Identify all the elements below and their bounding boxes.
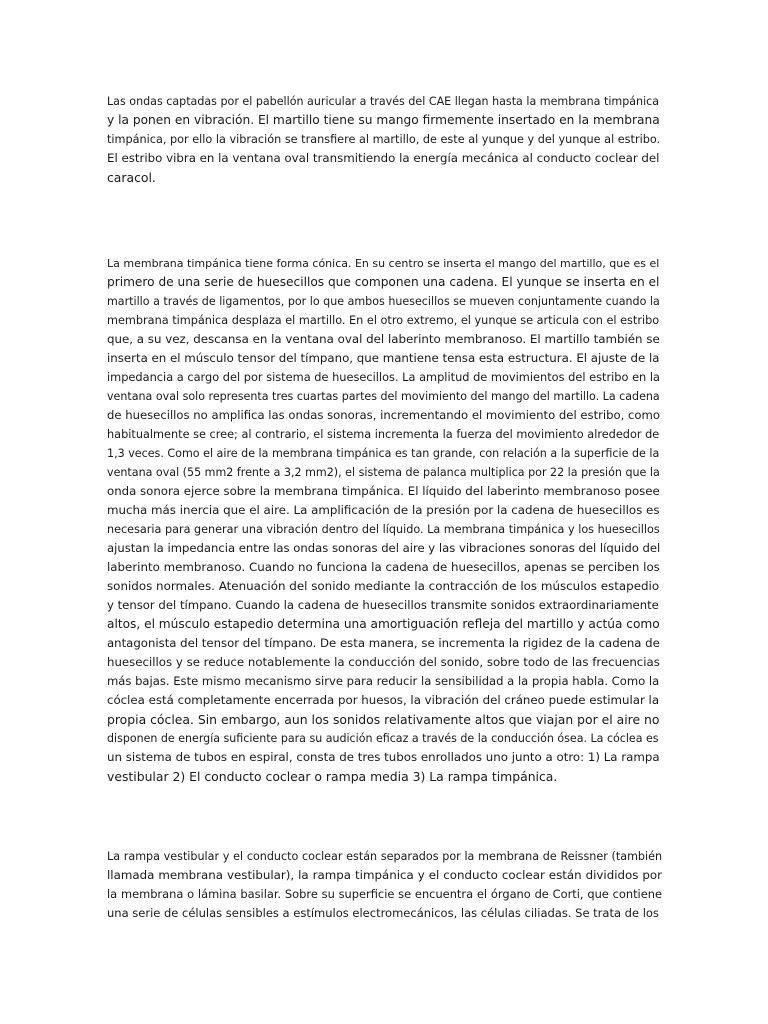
- text-line: laberinto membranoso. Cuando no funciona la cadena de huesecillos, apenas se perciben los: [107, 560, 660, 574]
- text-line: que, a su vez, descansa en la ventana oval del laberinto membranoso. El martillo también se: [107, 332, 660, 346]
- text-line: la membrana o lámina basilar. Sobre su superficie se encuentra el órgano de Corti, que contiene: [107, 887, 662, 901]
- text-line: martillo a través de ligamentos, por lo que ambos huesecillos se mueven conjuntamente cuando la: [107, 295, 660, 308]
- paragraph-ear-transmission: [107, 92, 662, 187]
- text-line: habitualmente se cree; al contrario, el sistema incrementa la fuerza del movimiento alrededor de: [107, 428, 660, 441]
- text-line: ventana oval solo representa tres cuartas partes del movimiento del mango del martillo. La cadena: [107, 390, 660, 403]
- text-line: ajustan la impedancia entre las ondas sonoras del aire y las vibraciones sonoras del líquido del: [107, 541, 661, 555]
- text-line: 1,3 veces. Como el aire de la membrana timpánica es tan grande, con relación a la superficie de la: [107, 447, 660, 460]
- text-line: necesaria para generar una vibración dentro del líquido. La membrana timpánica y los huesecillos: [107, 523, 660, 536]
- text-line: timpánica, por ello la vibración se transfiere al martillo, de este al yunque y del yunque al estribo.: [107, 133, 661, 146]
- text-line: y tensor del tímpano. Cuando la cadena de huesecillos transmite sonidos extraordinariamente: [107, 598, 659, 612]
- text-line: membrana timpánica desplaza el martillo. En el otro extremo, el yunque se articula con el estribo: [107, 314, 660, 327]
- text-line: huesecillos y se reduce notablemente la conducción del sonido, sobre todo de las frecuencias: [107, 655, 660, 669]
- text-line: disponen de energía suficiente para su audición eficaz a través de la conducción ósea. La cóclea es: [107, 732, 659, 745]
- text-line: propia cóclea. Sin embargo, aun los sonidos relativamente altos que viajan por el aire no: [107, 712, 660, 727]
- text-line: sonidos normales. Atenuación del sonido mediante la contracción de los músculos estapedio: [107, 579, 660, 593]
- text-line: impedancia a cargo del por sistema de huesecillos. La amplitud de movimientos del estribo en la: [107, 370, 660, 384]
- text-line: La rampa vestibular y el conducto coclear están separados por la membrana de Reissner (también: [107, 850, 662, 863]
- text-line: más bajas. Este mismo mecanismo sirve para reducir la sensibilidad a la propia habla. Como la: [107, 674, 660, 688]
- text-line: antagonista del tensor del tímpano. De esta manera, se incrementa la rigidez de la cadena de: [107, 636, 660, 650]
- text-line: El estribo vibra en la ventana oval transmitiendo la energía mecánica al conducto coclear del: [107, 151, 660, 165]
- text-line: altos, el músculo estapedio determina una amortiguación refleja del martillo y actúa como: [107, 617, 660, 631]
- text-line: cóclea está completamente encerrada por huesos, la vibración del cráneo puede estimular la: [107, 693, 660, 707]
- text-line: mucha más inercia que el aire. La amplificación de la presión por la cadena de huesecillos es: [107, 503, 660, 517]
- text-line: llamada membrana vestibular), la rampa timpánica y el conducto coclear están divididos por: [107, 868, 662, 882]
- text-line: y la ponen en vibración. El martillo tiene su mango firmemente insertado en la membrana: [107, 113, 660, 127]
- paragraph-cochlear-ducts: [107, 847, 662, 923]
- text-line: vestibular 2) El conducto coclear o rampa media 3) La rampa timpánica.: [107, 769, 558, 784]
- text-line: caracol.: [107, 170, 156, 185]
- paragraph-tympanic-membrane: [107, 254, 662, 786]
- text-line: ventana oval (55 mm2 frente a 3,2 mm2), el sistema de palanca multiplica por 22 la presión que la: [107, 466, 660, 479]
- text-line: de huesecillos no amplifica las ondas sonoras, incrementando el movimiento del estribo, como: [107, 408, 660, 422]
- text-line: La membrana timpánica tiene forma cónica. En su centro se inserta el mango del martillo, que es el: [107, 257, 660, 270]
- text-line: Las ondas captadas por el pabellón auricular a través del CAE llegan hasta la membrana timpánica: [107, 95, 660, 108]
- text-line: inserta en el músculo tensor del tímpano, que mantiene tensa esta estructura. El ajuste de la: [107, 351, 660, 365]
- text-line: primero de una serie de huesecillos que componen una cadena. El yunque se inserta en el: [107, 275, 660, 289]
- text-line: un sistema de tubos en espiral, consta de tres tubos enrollados uno junto a otro: 1) La rampa: [107, 750, 660, 764]
- text-line: una serie de células sensibles a estímulos electromecánicos, las células ciliadas. Se trata de los: [107, 906, 659, 920]
- text-line: onda sonora ejerce sobre la membrana timpánica. El líquido del laberinto membranoso posee: [107, 484, 660, 498]
